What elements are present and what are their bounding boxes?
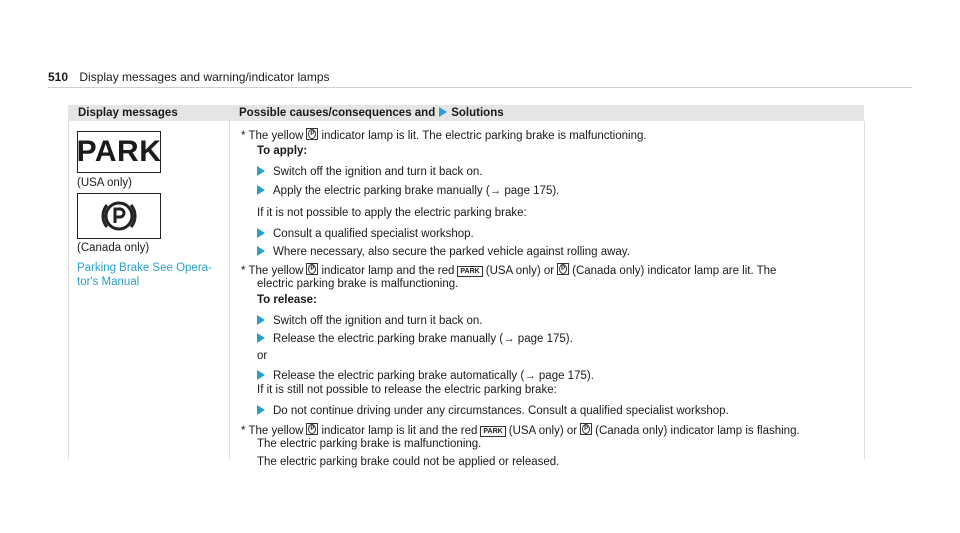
- park-brake-small-icon: [306, 263, 318, 275]
- triangle-arrow-icon: [257, 228, 265, 238]
- cause-2: * The yellowP indicator lamp and the red PARK (USA only) orP (Canada only) indicator lamp are lit. The: [241, 263, 776, 277]
- table-right-border: [864, 121, 865, 459]
- to-apply-heading: To apply:: [257, 145, 308, 157]
- to-release-heading: To release:: [257, 294, 317, 306]
- triangle-arrow-icon: [257, 185, 265, 195]
- park-brake-icon: [77, 193, 161, 239]
- cause-3-line-3: The electric parking brake could not be applied or released.: [257, 456, 560, 468]
- triangle-arrow-icon: [257, 370, 265, 380]
- link-line-2: tor's Manual: [77, 276, 140, 288]
- page-header: [48, 70, 330, 84]
- cause-2-note: If it is still not possible to release the electric parking brake:: [257, 384, 557, 396]
- page-title: Display messages and warning/indicator lamps: [79, 70, 330, 84]
- cause-1: * The yellowP indicator lamp is lit. The electric parking brake is malfunctioning.: [241, 128, 647, 142]
- or-label: or: [257, 350, 268, 362]
- cause-3: * The yellowP indicator lamp is lit and the red PARK (USA only) orP (Canada only) indicator lamp is flashing.: [241, 423, 800, 437]
- park-text-icon: PARK: [457, 266, 482, 277]
- park-text-icon: PARK: [480, 426, 505, 437]
- step-4: Where necessary, also secure the parked vehicle against rolling away.: [257, 246, 630, 258]
- cause-1-note: If it is not possible to apply the electric parking brake:: [257, 207, 527, 219]
- step-3: Consult a qualified specialist workshop.: [257, 228, 474, 240]
- step-7: Release the electric parking brake automatically (→ page 175).: [257, 370, 594, 382]
- step-6: Release the electric parking brake manually (→ page 175).: [257, 333, 573, 345]
- triangle-arrow-icon: [257, 315, 265, 325]
- triangle-arrow-icon: [257, 333, 265, 343]
- col-header-display-messages: Display messages: [78, 107, 178, 119]
- park-brake-small-icon: [557, 263, 569, 275]
- park-brake-small-icon: [580, 423, 592, 435]
- col-header-causes-text: Possible causes/consequences and: [239, 107, 436, 119]
- canada-only-label: (Canada only): [77, 242, 150, 254]
- cause-3-line-2: The electric parking brake is malfunctioning.: [257, 438, 482, 450]
- col-header-causes: [239, 107, 504, 119]
- page-number: 510: [48, 70, 69, 84]
- park-symbol: PARK: [77, 131, 161, 173]
- column-divider: [229, 121, 230, 459]
- triangle-arrow-icon: [257, 166, 265, 176]
- step-8: Do not continue driving under any circumstances. Consult a qualified specialist workshop.: [257, 405, 729, 417]
- triangle-arrow-icon: [439, 107, 447, 117]
- park-brake-small-icon: [306, 128, 318, 140]
- triangle-arrow-icon: [257, 246, 265, 256]
- step-1: Switch off the ignition and turn it back on.: [257, 166, 482, 178]
- step-5: Switch off the ignition and turn it back on.: [257, 315, 482, 327]
- operators-manual-link[interactable]: [77, 261, 227, 289]
- link-line-1: Parking Brake See Opera-: [77, 262, 212, 274]
- cause-2-line-2: electric parking brake is malfunctioning.: [257, 278, 459, 290]
- col-header-solutions-text: Solutions: [451, 107, 504, 119]
- header-rule: [48, 87, 912, 88]
- park-brake-small-icon: [306, 423, 318, 435]
- step-2: Apply the electric parking brake manually (→ page 175).: [257, 185, 559, 197]
- table-left-border: [68, 121, 69, 459]
- triangle-arrow-icon: [257, 405, 265, 415]
- usa-only-label: (USA only): [77, 177, 132, 189]
